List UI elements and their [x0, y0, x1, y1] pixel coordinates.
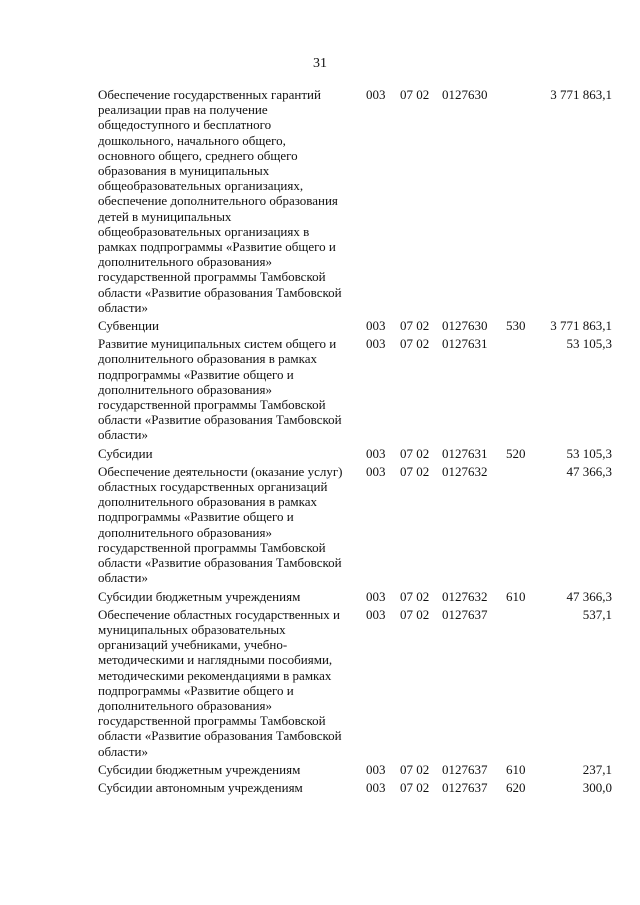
amount: 47 366,3	[566, 463, 612, 479]
row-description: Субсидии бюджетным учреждениям	[98, 588, 301, 604]
table-row	[98, 464, 618, 586]
target-item-code: 0127632	[442, 588, 488, 604]
amount: 47 366,3	[566, 588, 612, 604]
section-code: 07 02	[400, 445, 430, 461]
row-description: Обеспечение областных государственных и муниципальных образовательных организаций учебниками, учебно- методическими и наглядными пособиями, методическими рекомендациями в рамках подпрограммы «Развитие общего и дополнительного образования» государственной программы Тамбовской области «Развитие образования Тамбовской области»	[98, 606, 342, 759]
table-row	[98, 780, 618, 795]
row-description: Субсидии	[98, 445, 153, 461]
agency-code: 003	[366, 606, 386, 622]
section-code: 07 02	[400, 606, 430, 622]
target-item-code: 0127637	[442, 761, 488, 777]
target-item-code: 0127632	[442, 463, 488, 479]
expense-type-code: 530	[506, 318, 526, 334]
amount: 537,1	[582, 606, 612, 622]
target-item-code: 0127631	[442, 336, 488, 352]
expense-type-code: 620	[506, 779, 526, 795]
expense-type-code: 520	[506, 445, 526, 461]
target-item-code: 0127637	[442, 606, 488, 622]
section-code: 07 02	[400, 87, 430, 102]
agency-code: 003	[366, 87, 386, 102]
table-row	[98, 762, 618, 777]
amount: 3 771 863,1	[550, 318, 612, 334]
amount: 237,1	[582, 761, 612, 777]
row-description: Развитие муниципальных систем общего и дополнительного образования в рамках подпрограммы «Развитие общего и дополнительного образования» государственной программы Тамбовской области «Развитие образования Тамбовской области»	[98, 336, 342, 443]
expense-type-code: 610	[506, 588, 526, 604]
table-row	[98, 607, 618, 759]
amount: 3 771 863,1	[550, 87, 612, 102]
agency-code: 003	[366, 588, 386, 604]
agency-code: 003	[366, 445, 386, 461]
table-row	[98, 87, 618, 315]
agency-code: 003	[366, 761, 386, 777]
section-code: 07 02	[400, 318, 430, 334]
budget-table	[98, 87, 618, 798]
expense-type-code: 610	[506, 761, 526, 777]
agency-code: 003	[366, 463, 386, 479]
target-item-code: 0127630	[442, 87, 488, 102]
table-row	[98, 446, 618, 461]
target-item-code: 0127630	[442, 318, 488, 334]
section-code: 07 02	[400, 779, 430, 795]
row-description: Обеспечение государственных гарантий реализации прав на получение общедоступного и бесплатного дошкольного, начального общего, основного общего, среднего общего образования в муниципальных общеобразовательных организациях, обеспечение дополнительного образования детей в муниципальных общеобразовательных организациях в рамках подпрограммы «Развитие общего и дополнительного образования» государственной программы Тамбовской области «Развитие образования Тамбовской области»	[98, 87, 342, 315]
table-row	[98, 318, 618, 333]
amount: 53 105,3	[566, 336, 612, 352]
row-description: Субсидии бюджетным учреждениям	[98, 761, 301, 777]
amount: 53 105,3	[566, 445, 612, 461]
section-code: 07 02	[400, 588, 430, 604]
row-description: Субвенции	[98, 318, 159, 334]
section-code: 07 02	[400, 463, 430, 479]
section-code: 07 02	[400, 761, 430, 777]
page-number: 31	[313, 56, 327, 71]
agency-code: 003	[366, 318, 386, 334]
target-item-code: 0127637	[442, 779, 488, 795]
agency-code: 003	[366, 336, 386, 352]
row-description: Субсидии автономным учреждениям	[98, 779, 303, 795]
target-item-code: 0127631	[442, 445, 488, 461]
table-row	[98, 589, 618, 604]
section-code: 07 02	[400, 336, 430, 352]
amount: 300,0	[582, 779, 612, 795]
table-row	[98, 336, 618, 442]
agency-code: 003	[366, 779, 386, 795]
row-description: Обеспечение деятельности (оказание услуг) областных государственных организаций дополнительного образования в рамках подпрограммы «Развитие общего и дополнительного образования» государственной программы Тамбовской области «Развитие образования Тамбовской области»	[98, 463, 343, 586]
